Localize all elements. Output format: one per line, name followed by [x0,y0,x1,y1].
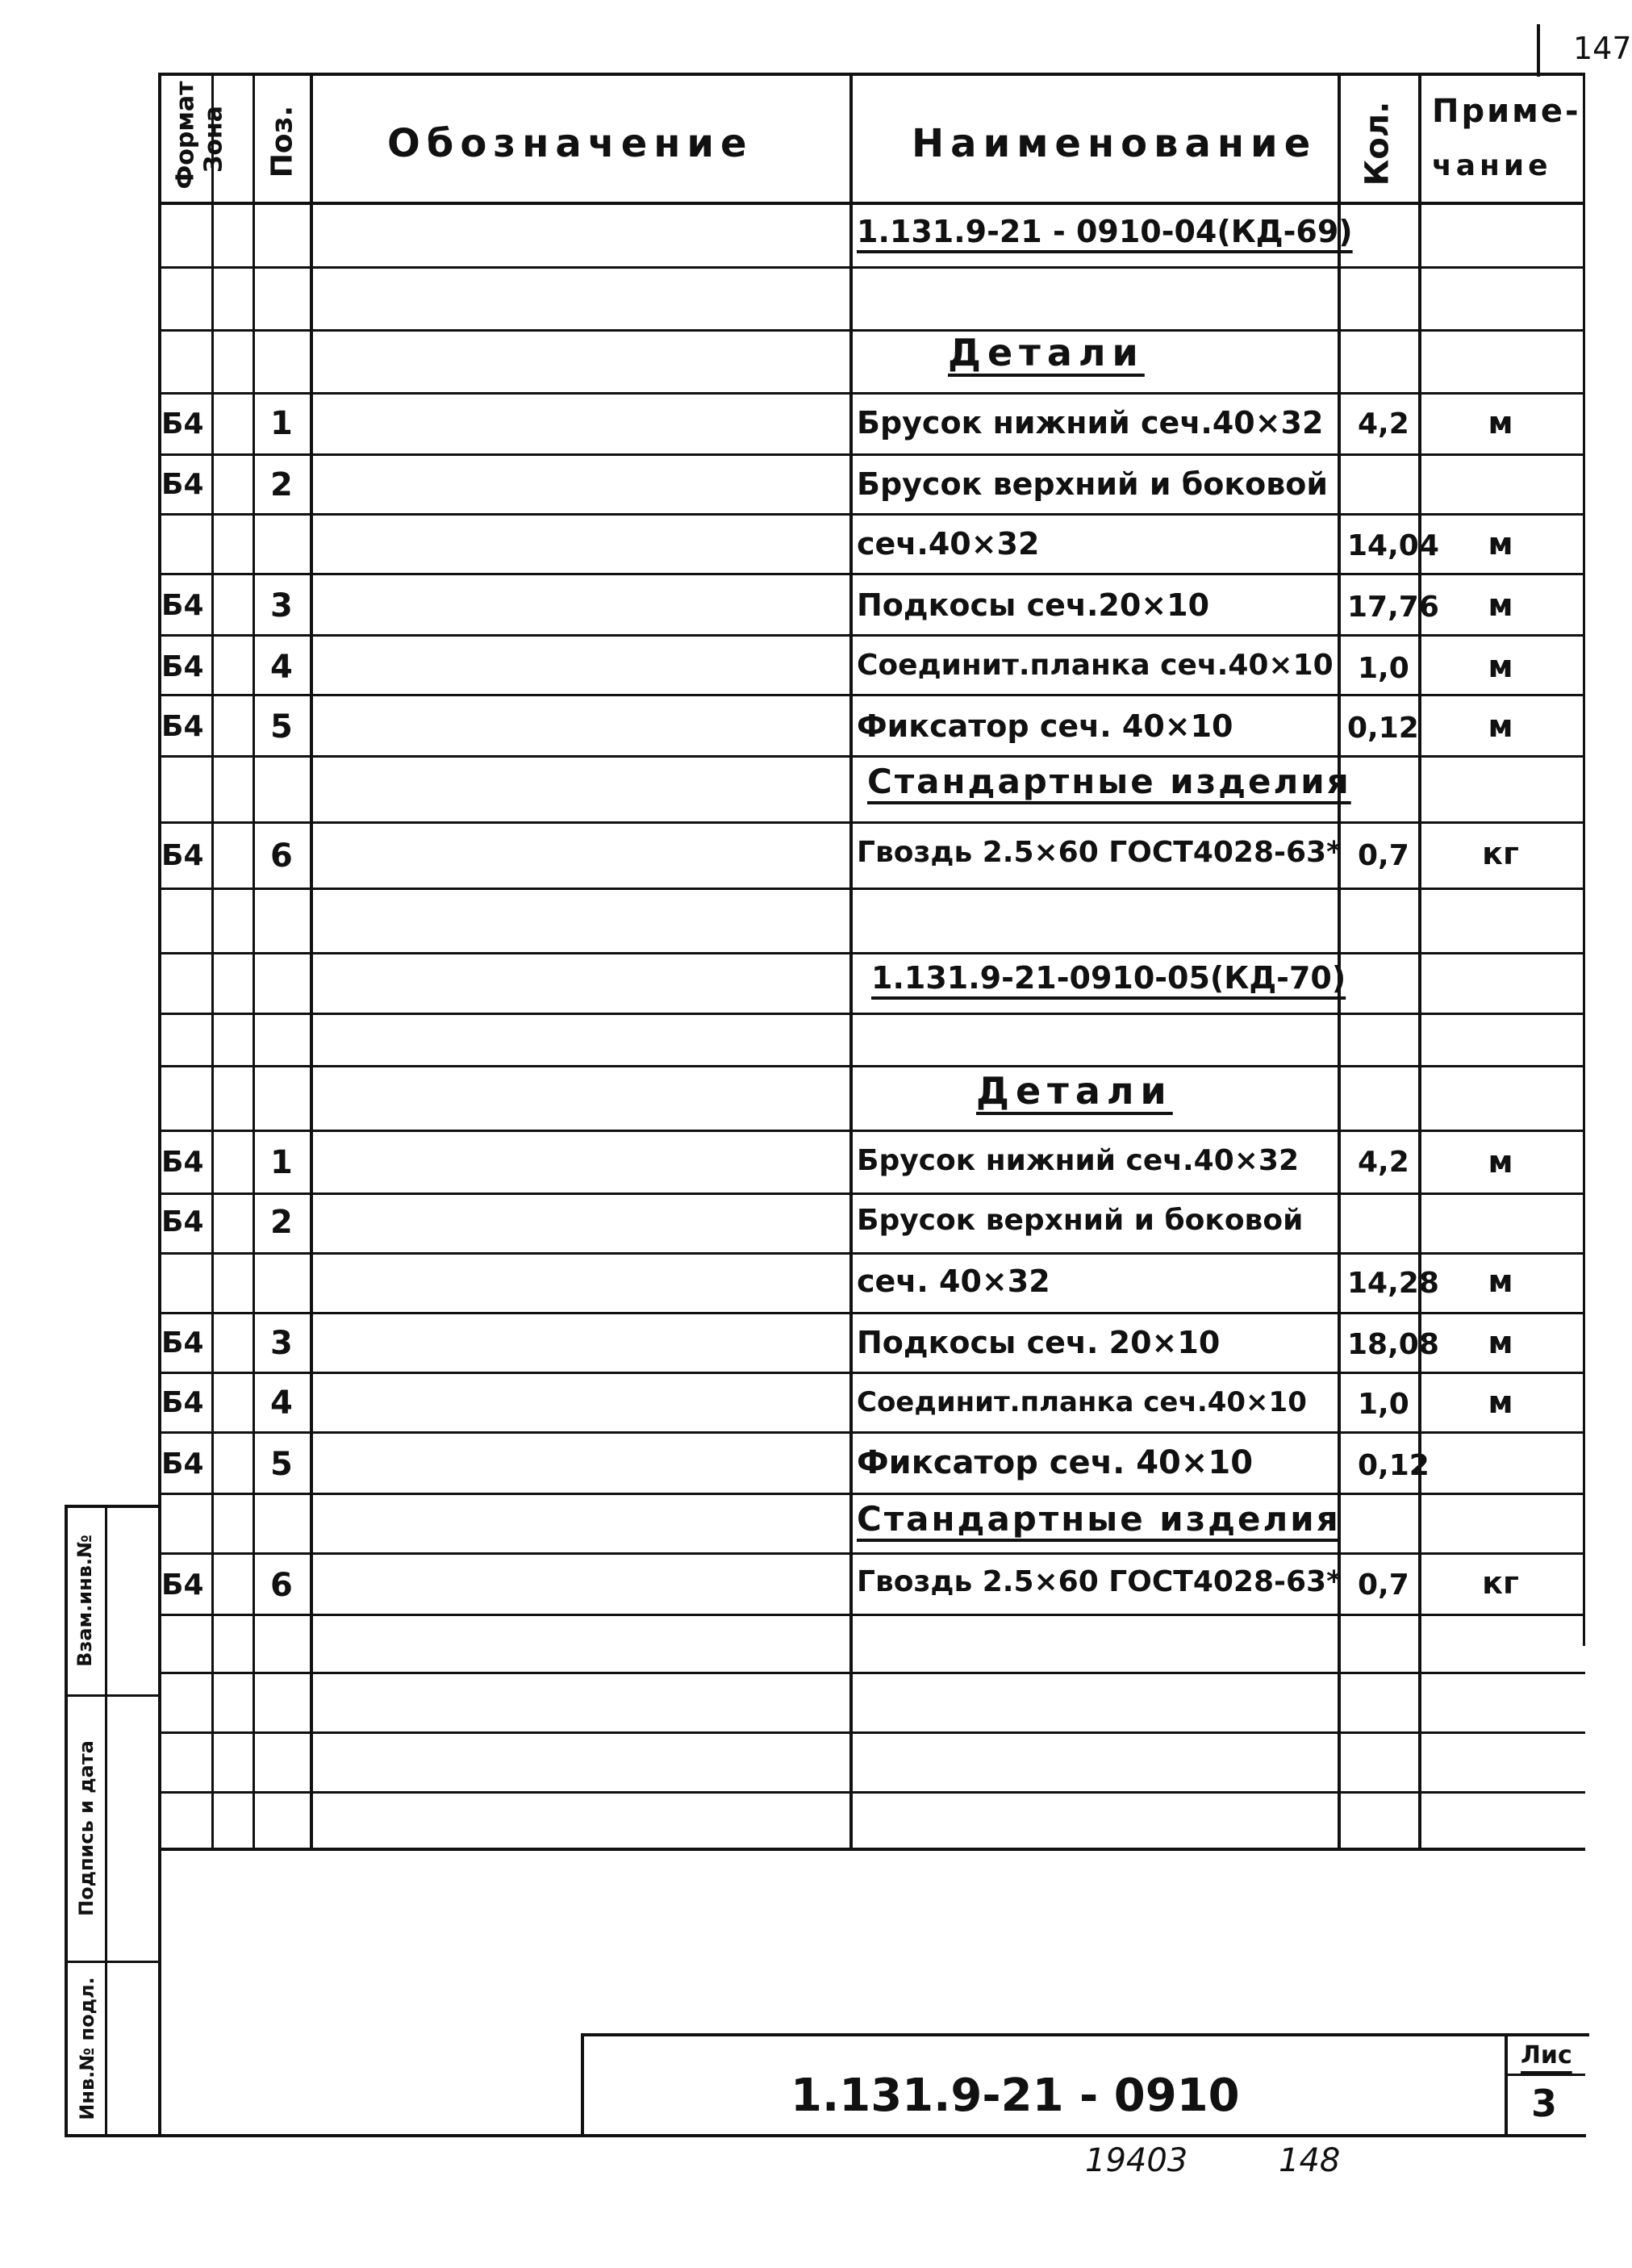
row-name: Брусок верхний и боковой [857,466,1329,502]
row-note: м [1488,587,1513,623]
row-position: 6 [270,1567,293,1604]
row-position: 5 [270,708,293,746]
row-position: 4 [270,1385,293,1422]
row-quantity: 4,2 [1358,1146,1409,1179]
signature-date-label: Подпись и дата [75,1740,98,1916]
document-code: 1.131.9-21 - 0910 [791,2070,1240,2122]
row-note: м [1488,649,1513,684]
row-format: Б4 [161,1205,204,1238]
row-format: Б4 [161,589,204,622]
row-name: сеч. 40×32 [857,1263,1050,1299]
row-name: Брусок верхний и боковой [857,1204,1304,1237]
row-format: Б4 [161,710,204,743]
row-note: кг [1482,836,1519,871]
assembly-heading-kd70: 1.131.9-21-0910-05(КД-70) [871,960,1346,996]
row-note: м [1488,1385,1513,1420]
row-note: м [1488,1144,1513,1180]
row-position: 2 [270,466,293,503]
header-quantity: Кол. [1359,101,1396,186]
row-position: 3 [270,587,293,624]
row-name: Фиксатор сеч. 40×10 [857,1444,1254,1481]
row-note: м [1488,1263,1513,1299]
assembly-heading-kd69: 1.131.9-21 - 0910-04(КД-69) [857,214,1353,249]
header-designation: Обозначение [387,121,753,166]
row-quantity: 14,04 [1347,529,1439,562]
row-name: Подкосы сеч.20×10 [857,587,1210,623]
row-quantity: 1,0 [1358,1388,1409,1421]
inv-original-label: Инв.№ подл. [76,1977,98,2120]
sheet-number: 3 [1531,2082,1558,2125]
row-name: Брусок нижний сеч.40×32 [857,405,1324,441]
row-position: 4 [270,649,293,686]
row-format: Б4 [161,839,204,872]
header-zone: Зона [199,106,228,173]
row-name: Брусок нижний сеч.40×32 [857,1144,1299,1177]
row-format: Б4 [161,1146,204,1179]
row-position: 1 [270,405,293,442]
section-standard-items-1: Стандартные изделия [867,762,1351,801]
header-name: Наименование [912,121,1317,166]
row-note: м [1488,708,1513,744]
row-format: Б4 [161,468,204,501]
row-quantity: 0,12 [1358,1449,1430,1482]
row-quantity: 0,12 [1347,712,1419,745]
row-name: Гвоздь 2.5×60 ГОСТ4028-63* [857,836,1342,869]
header-format: Формат [171,81,200,190]
row-position: 6 [270,837,293,875]
row-name: Фиксатор сеч. 40×10 [857,708,1233,744]
row-quantity: 0,7 [1358,839,1409,872]
row-format: Б4 [161,1568,204,1602]
section-details-2: Детали [976,1069,1173,1113]
header-position: Поз. [265,105,299,178]
row-format: Б4 [161,1447,204,1481]
row-format: Б4 [161,650,204,683]
order-number: 19403 [1085,2142,1188,2179]
header-note-line1: Приме- [1432,93,1581,130]
row-format: Б4 [161,407,204,441]
row-name: Соединит.планка сеч.40×10 [857,1386,1307,1418]
row-quantity: 18,08 [1347,1328,1439,1361]
row-position: 1 [270,1144,293,1181]
row-format: Б4 [161,1386,204,1419]
row-name: сеч.40×32 [857,526,1040,562]
section-standard-items-2: Стандартные изделия [857,1499,1341,1539]
row-position: 5 [270,1446,293,1483]
sheet-label: Лис [1521,2041,1572,2070]
row-note: кг [1482,1565,1519,1601]
header-note-line2: чание [1432,149,1552,182]
footer-page: 148 [1279,2142,1341,2179]
row-quantity: 0,7 [1358,1568,1409,1602]
row-name: Гвоздь 2.5×60 ГОСТ4028-63* [857,1565,1342,1598]
row-name: Подкосы сеч. 20×10 [857,1325,1221,1360]
row-note: м [1488,405,1513,441]
row-format: Б4 [161,1326,204,1360]
replaced-inv-label: Взам.инв.№ [73,1535,96,1667]
row-quantity: 4,2 [1358,407,1409,441]
row-quantity: 17,76 [1347,591,1439,624]
row-position: 3 [270,1325,293,1362]
row-position: 2 [270,1204,293,1241]
row-note: м [1488,1325,1513,1360]
row-note: м [1488,526,1513,562]
row-quantity: 14,28 [1347,1267,1439,1300]
row-quantity: 1,0 [1358,652,1409,685]
page-number: 147 [1573,31,1632,66]
row-name: Соединит.планка сеч.40×10 [857,649,1334,682]
section-details-1: Детали [948,331,1145,374]
